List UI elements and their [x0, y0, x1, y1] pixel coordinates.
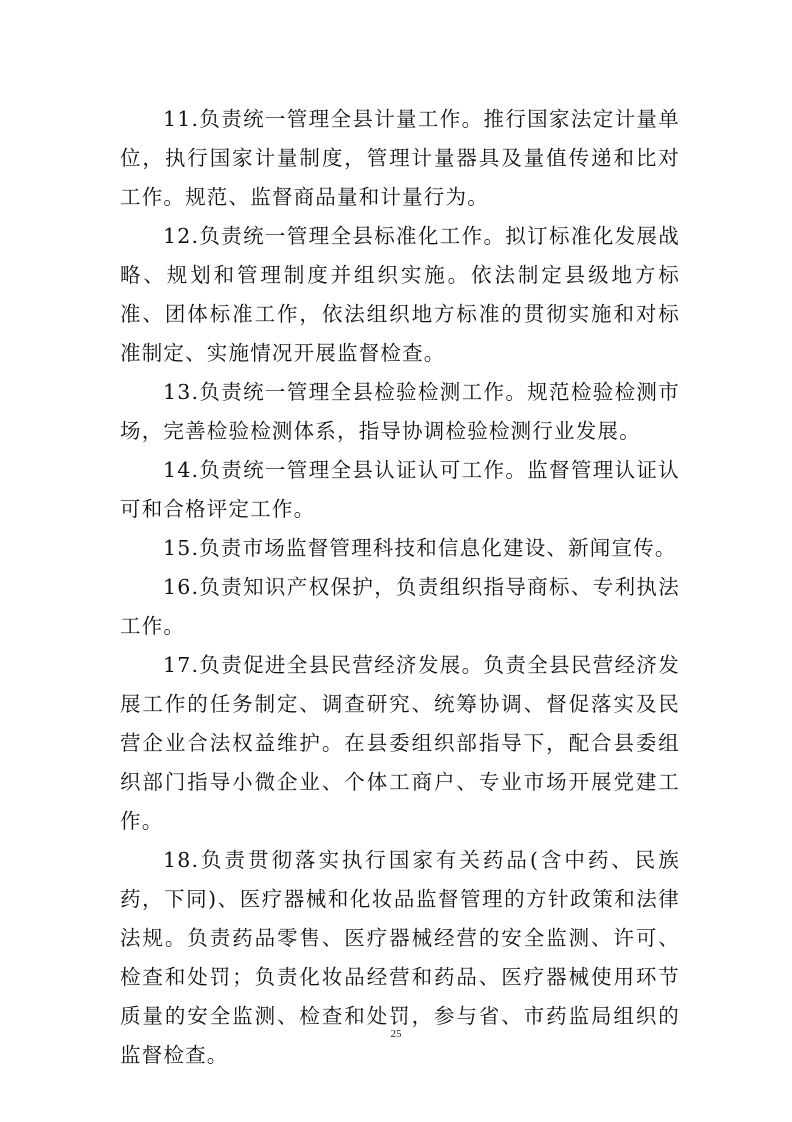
paragraph-11: 11.负责统一管理全县计量工作。推行国家法定计量单位，执行国家计量制度，管理计量器具及量值传递和比对工作。规范、监督商品量和计量行为。 [120, 107, 680, 209]
paragraph-14: 14.负责统一管理全县认证认可工作。监督管理认证认可和合格评定工作。 [120, 458, 680, 521]
paragraph-12: 12.负责统一管理全县标准化工作。拟订标准化发展战略、规划和管理制度并组织实施。依法制定县级地方标准、团体标准工作，依法组织地方标准的贯彻实施和对标准制定、实施情况开展监督检查。 [120, 224, 680, 365]
paragraph-15: 15.负责市场监督管理科技和信息化建设、新闻宣传。 [163, 536, 677, 560]
paragraph-16: 16.负责知识产权保护，负责组织指导商标、专利执法工作。 [120, 575, 680, 638]
paragraph-13: 13.负责统一管理全县检验检测工作。规范检验检测市场，完善检验检测体系，指导协调检验检测行业发展。 [120, 380, 680, 443]
paragraph-17: 17.负责促进全县民营经济发展。负责全县民营经济发展工作的任务制定、调查研究、统筹协调、督促落实及民营企业合法权益维护。在县委组织部指导下，配合县委组织部门指导小微企业、个体工商户、专业市场开展党建工作。 [120, 653, 680, 833]
paragraph-18: 18.负责贯彻落实执行国家有关药品(含中药、民族药，下同)、医疗器械和化妆品监督管理的方针政策和法律法规。负责药品零售、医疗器械经营的安全监测、许可、检查和处罚；负责化妆品经营和药品、医疗器械使用环节质量的安全监测、检查和处罚，参与省、市药监局组织的监督检查。 [120, 848, 680, 1067]
page-number: 25 [390, 1028, 402, 1040]
document-body [120, 100, 680, 1075]
